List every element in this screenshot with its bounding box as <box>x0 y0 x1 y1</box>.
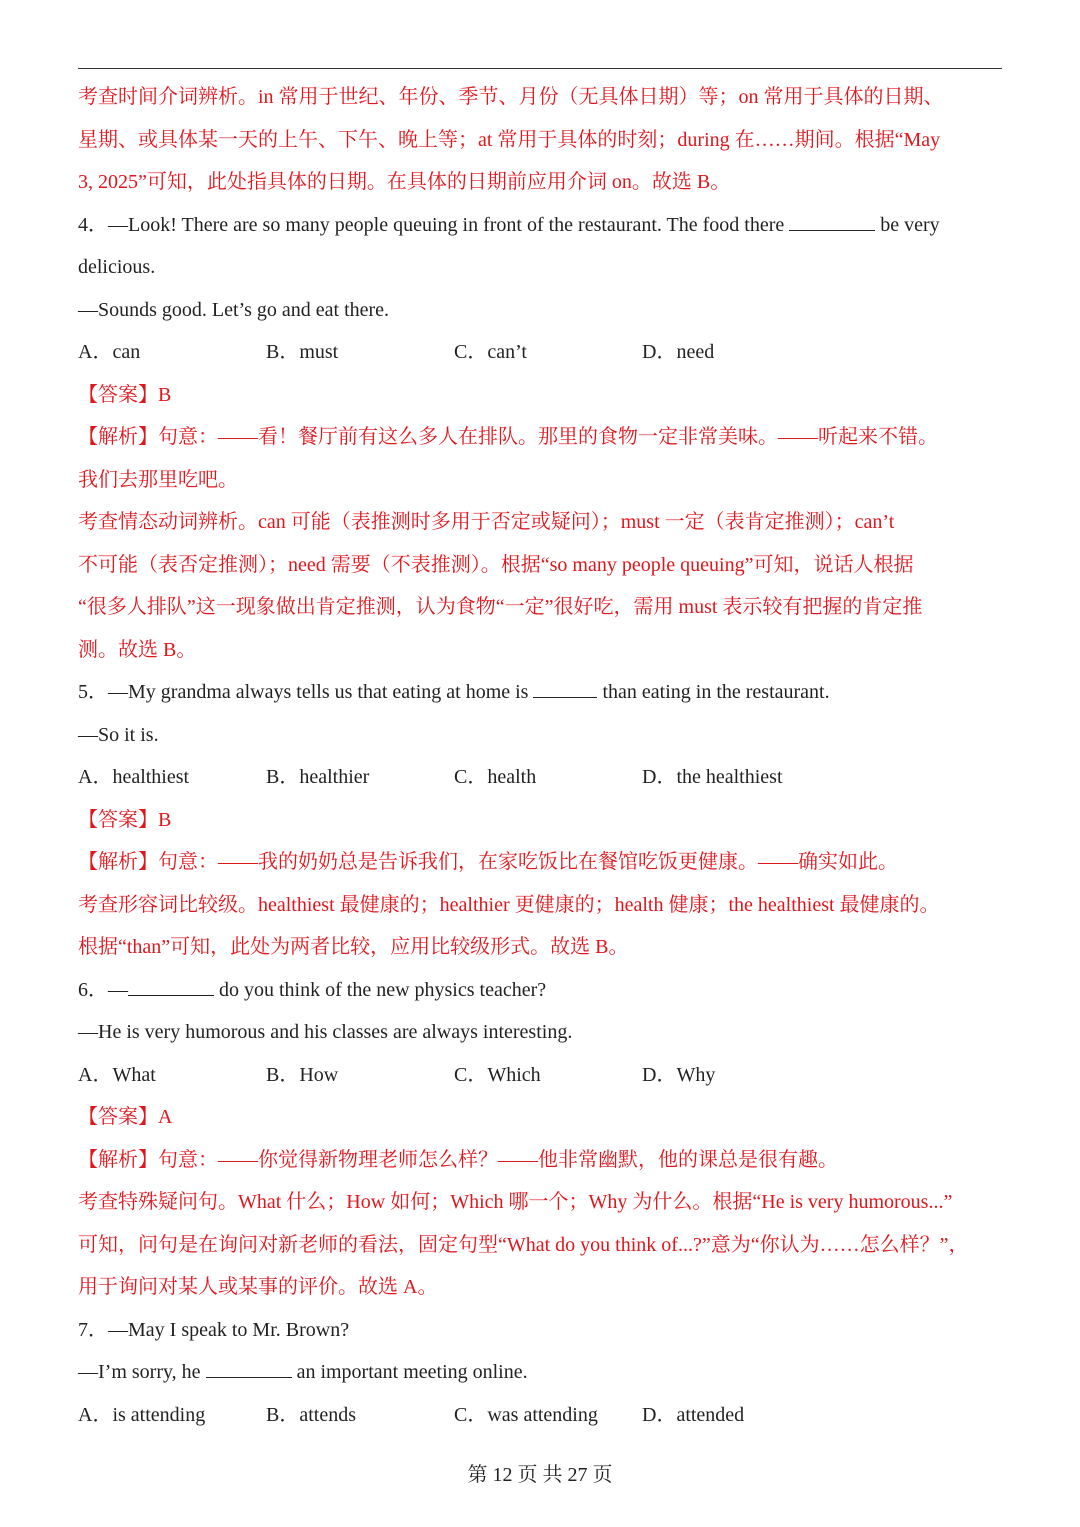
q5-option-a: A．healthiest <box>78 766 190 788</box>
q4-dialogue-reply: —Sounds good. Let’s go and eat there. <box>78 298 390 321</box>
q5-dialogue-reply: —So it is. <box>78 723 159 746</box>
q7-option-c: C．was attending <box>454 1403 598 1426</box>
q5-explanation-line: 根据“than”可知，此处为两者比较，应用比较级形式。故选 B。 <box>78 936 629 958</box>
q7-option-d: D．attended <box>642 1403 745 1426</box>
q4-explanation-line: 考查情态动词辨析。can 可能（表推测时多用于否定或疑问）；must 一定（表肯定推测）；can’t <box>78 511 895 533</box>
q5-option-b: B．healthier <box>266 766 370 788</box>
q5-option-c: C．health <box>454 766 537 788</box>
q7-option-a: A．is attending <box>78 1403 206 1426</box>
page-content <box>78 76 1008 1436</box>
q6-explanation-line: 用于询问对某人或某事的评价。故选 A。 <box>78 1276 438 1298</box>
page-number-footer: 第 12 页 共 27 页 <box>467 1464 613 1486</box>
q4-analysis-line: 【解析】句意：——看！餐厅前有这么多人在排队。那里的食物一定非常美味。——听起来不错。 <box>78 426 938 448</box>
q4-explanation-line: 不可能（表否定推测）；need 需要（不表推测）。根据“so many people queuing”可知，说话人根据 <box>78 553 914 576</box>
q4-option-a: A．can <box>78 341 141 363</box>
prev-explanation-line: 考查时间介词辨析。in 常用于世纪、年份、季节、月份（无具体日期）等；on 常用于具体的日期、 <box>78 86 944 108</box>
q5-explanation-line: 考查形容词比较级。healthiest 最健康的；healthier 更健康的；health 健康；the healthiest 最健康的。 <box>78 893 940 916</box>
q6-stem-after: do you think of the new physics teacher? <box>214 978 547 1001</box>
header-rule <box>78 68 1002 69</box>
q5-stem-before: 5．—My grandma always tells us that eating at home is <box>78 681 534 703</box>
q6-explanation-line: 可知，问句是在询问对新老师的看法，固定句型“What do you think of...?”意为“你认为……怎么样？”， <box>78 1233 969 1256</box>
q5-analysis-line: 【解析】句意：——我的奶奶总是告诉我们，在家吃饭比在餐馆吃饭更健康。——确实如此。 <box>78 851 898 873</box>
q4-option-b: B．must <box>266 341 339 363</box>
q5-stem-after: than eating in the restaurant. <box>597 681 830 703</box>
q6-option-c: C．Which <box>454 1063 541 1086</box>
q5-options <box>78 756 1008 799</box>
q4-stem-line1 <box>78 204 1008 247</box>
q7-blank <box>206 1359 292 1378</box>
q6-analysis-line: 【解析】句意：——你觉得新物理老师怎么样？——他非常幽默，他的课总是很有趣。 <box>78 1148 838 1171</box>
q4-stem-line2: delicious. <box>78 256 156 278</box>
q4-blank <box>789 212 875 231</box>
q7-stem-after: an important meeting online. <box>291 1361 528 1383</box>
q5-blank <box>533 679 597 698</box>
q6-option-a: A．What <box>78 1063 156 1086</box>
q4-analysis-line: 我们去那里吃吧。 <box>78 468 238 491</box>
q6-options <box>78 1054 1008 1097</box>
prev-explanation-line: 3, 2025”可知，此处指具体的日期。在具体的日期前应用介词 on。故选 B。 <box>78 171 731 193</box>
q5-answer: 【答案】B <box>78 808 172 831</box>
q6-explanation-line: 考查特殊疑问句。What 什么；How 如何；Which 哪一个；Why 为什么。根据“He is very humorous...” <box>78 1191 953 1213</box>
q5-option-d: D．the healthiest <box>642 766 783 788</box>
q4-answer: 【答案】B <box>78 383 172 406</box>
q4-option-d: D．need <box>642 341 715 363</box>
q4-stem-before: 4．—Look! There are so many people queuing in front of the restaurant. The food there <box>78 213 790 236</box>
q6-option-b: B．How <box>266 1063 339 1086</box>
q6-option-d: D．Why <box>642 1063 716 1086</box>
q7-options <box>78 1394 1008 1437</box>
q7-stem-line1: 7．—May I speak to Mr. Brown? <box>78 1318 350 1341</box>
prev-explanation-line: 星期、或具体某一天的上午、下午、晚上等；at 常用于具体的时刻；during 在……期间。根据“May <box>78 128 941 151</box>
q6-stem-before: 6．— <box>78 978 128 1001</box>
q4-stem-after: be very <box>875 213 940 236</box>
q7-stem-before: —I’m sorry, he <box>78 1361 206 1383</box>
q4-explanation-line: “很多人排队”这一现象做出肯定推测，认为食物“一定”很好吃，需用 must 表示较有把握的肯定推 <box>78 596 923 618</box>
q7-option-b: B．attends <box>266 1403 356 1426</box>
q5-stem-line1 <box>78 671 1008 714</box>
q6-answer: 【答案】A <box>78 1106 173 1128</box>
q4-explanation-line: 测。故选 B。 <box>78 638 197 661</box>
q6-dialogue-reply: —He is very humorous and his classes are always interesting. <box>78 1021 573 1043</box>
q6-stem-line1 <box>78 969 1008 1012</box>
q4-options <box>78 331 1008 374</box>
q7-stem-line2 <box>78 1351 1008 1394</box>
q4-option-c: C．can’t <box>454 341 527 363</box>
q6-blank <box>128 977 214 996</box>
